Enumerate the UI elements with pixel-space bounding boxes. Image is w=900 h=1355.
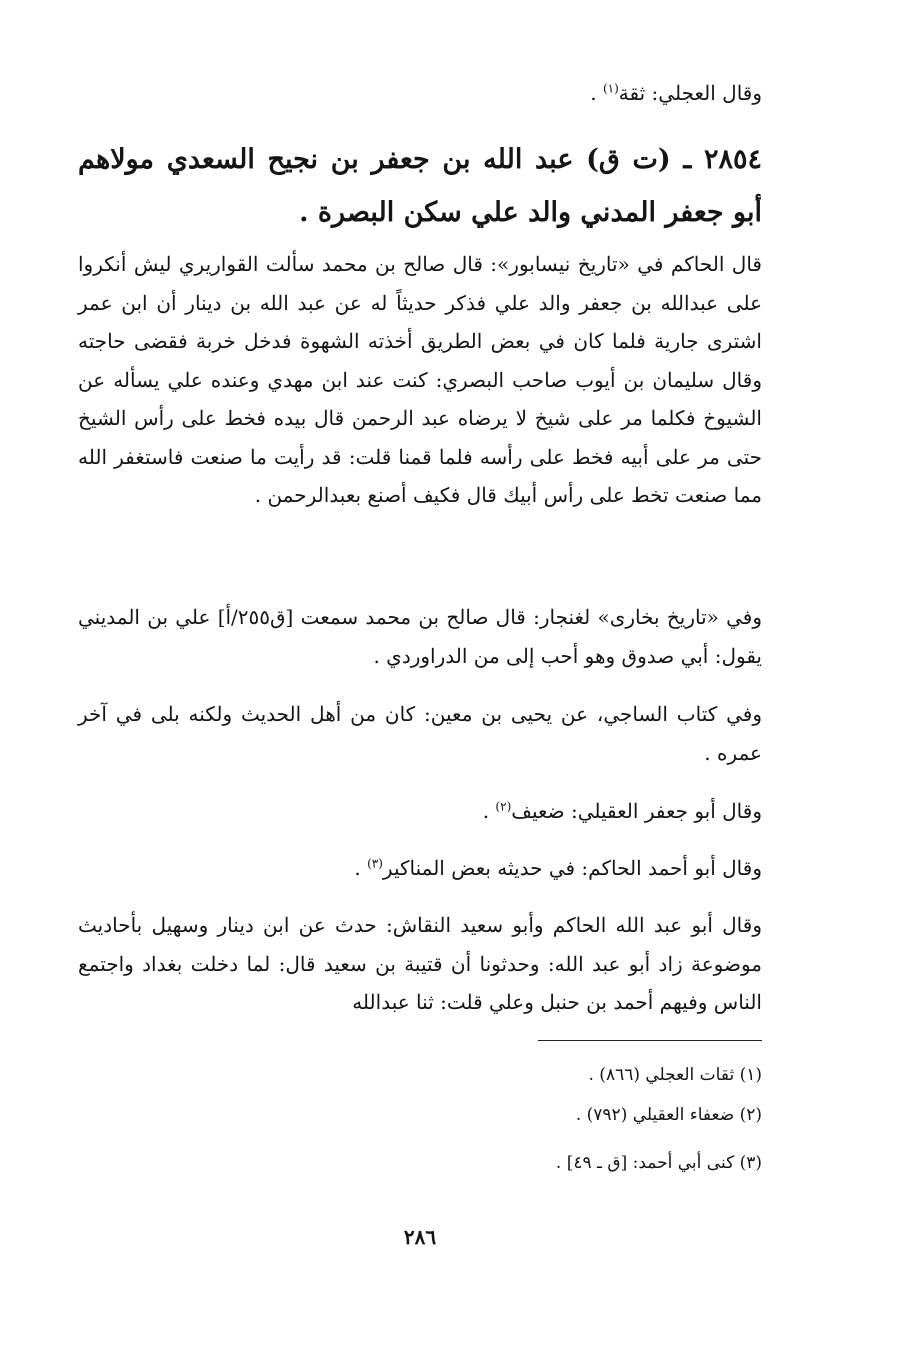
book-page: [78, 0, 762, 1355]
footnote-divider: [538, 1040, 762, 1041]
intro-line: [78, 74, 762, 113]
footnote-ref-3[interactable]: (٣): [367, 856, 383, 871]
paragraph-bukhara-history: وفي «تاريخ بخارى» لغنجار: قال صالح بن محمد سمعت [ق٢٥٥/أ] علي بن المديني يقول: أبي صدوق وهو أحب إلى من الدراوردي .: [78, 605, 762, 668]
paragraph-naqqash: وقال أبو عبد الله الحاكم وأبو سعيد النقاش: حدث عن ابن دينار وسهيل بأحاديث موضوعة زاد أبو عبد الله: وحدثونا أن قتيبة بن سعيد قال: لما دخلت بغداد واجتمع الناس وفيهم أحمد بن حنبل وعلي قلت: ثنا عبدالله: [78, 913, 762, 1014]
footnote-1: (١) ثقات العجلي (٨٦٦) .: [588, 1065, 762, 1085]
abu-ahmad-text: وقال أبو أحمد الحاكم: في حديثه بعض المناكير: [382, 856, 762, 880]
page-number: ٢٨٦: [403, 1225, 437, 1249]
footnote-ref-1[interactable]: (١): [602, 81, 619, 96]
intro-text: وقال العجلي: ثقة: [618, 81, 762, 105]
footnote-ref-2[interactable]: (٢): [495, 799, 512, 814]
abu-ahmad-end: .: [354, 856, 368, 880]
footnote-2: (٢) ضعفاء العقيلي (٧٩٢) .: [575, 1105, 762, 1125]
entry-heading: ٢٨٥٤ ـ (ت ق) عبد الله بن جعفر بن نجيح السعدي مولاهم أبو جعفر المدني والد علي سكن البصرة .: [78, 144, 762, 228]
paragraph-uqayli: [78, 792, 762, 831]
footnote-3: (٣) كنى أبي أحمد: [ق ـ ٤٩] .: [555, 1153, 762, 1173]
paragraph-abu-ahmad: [78, 849, 762, 888]
uqayli-end: .: [482, 799, 496, 823]
paragraph-hakim-nishapur: قال الحاكم في «تاريخ نيسابور»: قال صالح بن محمد سألت القواريري ليش أنكروا على عبدالله بن جعفر والد علي فذكر حديثاً له عن عبد الله بن دينار أن ابن عمر اشترى جارية فلما كان في بعض الطريق أخذته الشهوة فدخل خربة فقضى حاجته وقال سليمان بن أيوب صاحب البصري: كنت عند ابن مهدي وعنده علي يسأله عن الشيوخ فكلما مر على شيخ لا يرضاه عبد الرحمن قال بيده فخط على رأس الشيخ حتى مر على أبيه فخط على رأسه فلما قمنا قلت: قد رأيت ما صنعت فاستغفر الله مما صنعت تخط على رأس أبيك قال فكيف أصنع بعبدالرحمن .: [78, 252, 762, 507]
paragraph-saji: وفي كتاب الساجي، عن يحيى بن معين: كان من أهل الحديث ولكنه بلى في آخر عمره .: [78, 702, 762, 765]
intro-end: .: [590, 81, 603, 105]
uqayli-text: وقال أبو جعفر العقيلي: ضعيف: [511, 799, 762, 823]
